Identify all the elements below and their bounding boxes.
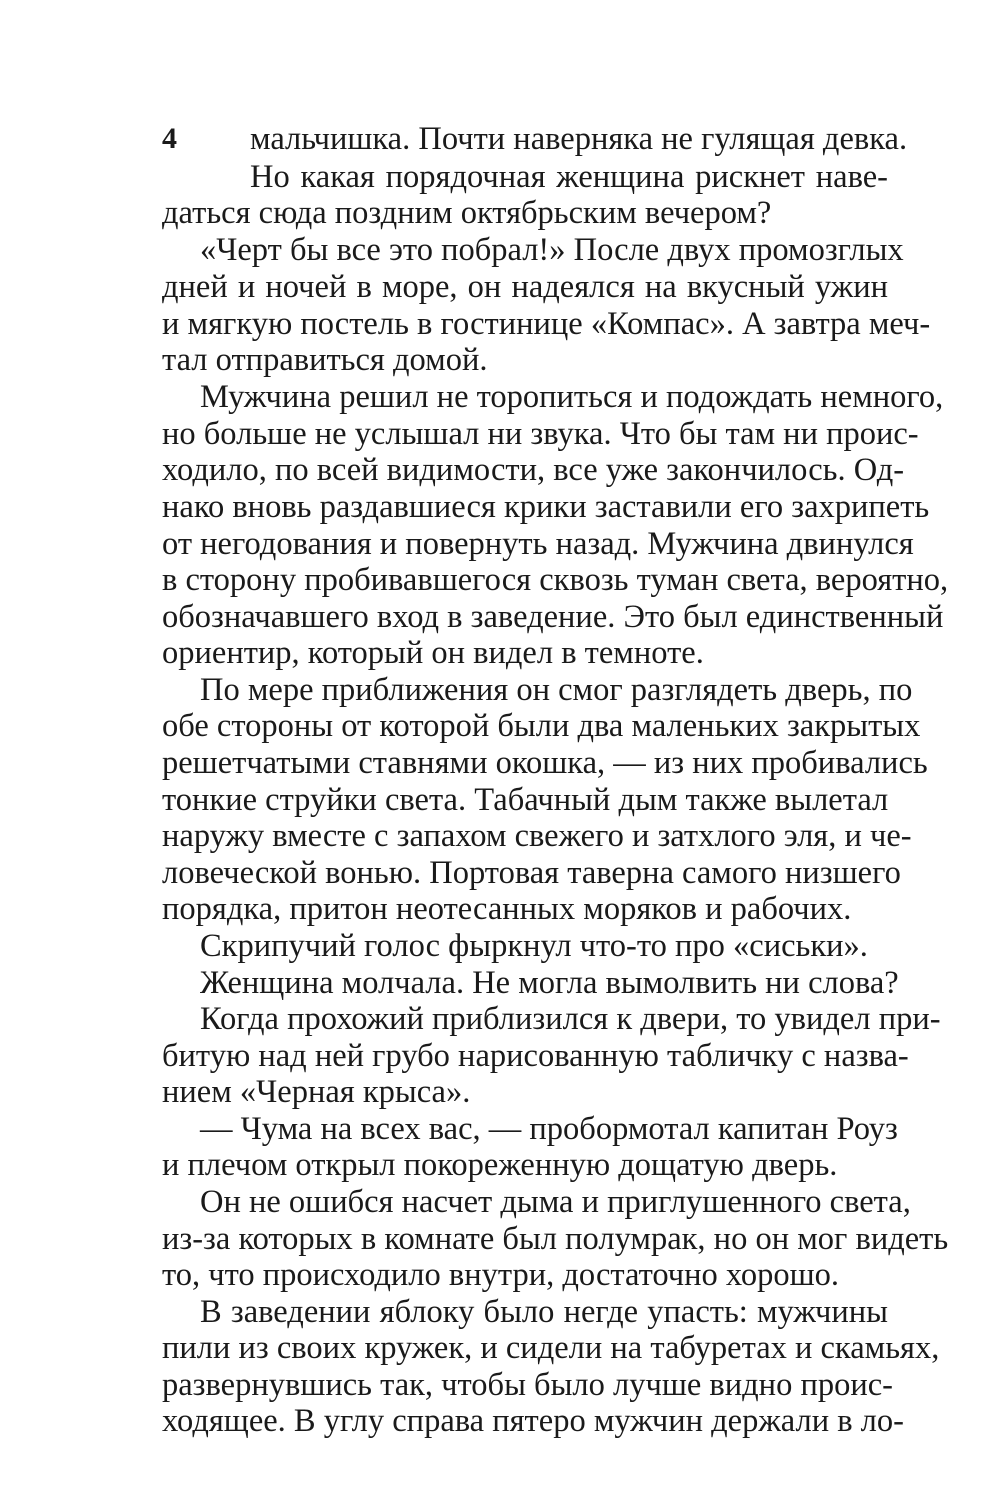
text-line: даться сюда поздним октябрьским вечером? (162, 195, 772, 231)
text-line: тонкие струйки света. Табачный дым также вылетал (162, 782, 889, 818)
text-line: и мягкую постель в гостинице «Компас». А завтра меч- (162, 306, 931, 342)
text-line: По мере приближения он смог разглядеть дверь, по (200, 672, 913, 708)
text-line: наружу вместе с запахом свежего и затхлого эля, и че- (162, 818, 912, 854)
text-line: обозначавшего вход в заведение. Это был единственный (162, 599, 944, 635)
text-line: но больше не услышал ни звука. Что бы там ни проис- (162, 416, 919, 452)
text-line: и плечом открыл покореженную дощатую дверь. (162, 1147, 838, 1183)
text-line: из-за которых в комнате был полумрак, но он мог видеть (162, 1221, 949, 1257)
text-line: Женщина молчала. Не могла вымолвить ни слова? (200, 965, 899, 1001)
text-line: мальчишка. Почти наверняка не гулящая девка. (250, 121, 908, 157)
text-line: обе стороны от которой были два маленьких закрытых (162, 708, 921, 744)
text-line: В заведении яблоку было негде упасть: мужчины (200, 1294, 888, 1330)
text-line: Мужчина решил не торопиться и подождать немного, (200, 379, 944, 415)
text-line: — Чума на всех вас, — пробормотал капитан Роуз (200, 1111, 898, 1147)
text-line: битую над ней грубо нарисованную табличку с назва- (162, 1038, 909, 1074)
text-line: Но какая порядочная женщина рискнет наве- (250, 159, 888, 195)
text-line: ходящее. В углу справа пятеро мужчин держали в ло- (162, 1403, 904, 1439)
text-line: нако вновь раздавшиеся крики заставили его захрипеть (162, 489, 930, 525)
text-line: Когда прохожий приблизился к двери, то увидел при- (200, 1001, 941, 1037)
text-line: Скрипучий голос фыркнул что-то про «сиськи». (200, 928, 868, 964)
text-line: от негодования и повернуть назад. Мужчина двинулся (162, 526, 914, 562)
text-line: ориентир, который он видел в темноте. (162, 635, 704, 671)
text-line: дней и ночей в море, он надеялся на вкусный ужин (162, 269, 888, 305)
page-number: 4 (162, 122, 177, 155)
text-line: Он не ошибся насчет дыма и приглушенного света, (200, 1184, 911, 1220)
text-line: в сторону пробивавшегося сквозь туман света, вероятно, (162, 562, 949, 598)
text-line: нием «Черная крыса». (162, 1074, 471, 1110)
text-line: ловеческой вонью. Портовая таверна самого низшего (162, 855, 901, 891)
text-line: «Черт бы все это побрал!» После двух промозглых (200, 232, 904, 268)
text-line: развернувшись так, чтобы было лучше видно проис- (162, 1367, 893, 1403)
text-line: порядка, притон неотесанных моряков и рабочих. (162, 891, 852, 927)
text-line: то, что происходило внутри, достаточно хорошо. (162, 1257, 840, 1293)
text-line: тал отправиться домой. (162, 342, 488, 378)
text-line: ходило, по всей видимости, все уже закончилось. Од- (162, 452, 905, 488)
text-line: решетчатыми ставнями окошка, — из них пробивались (162, 745, 928, 781)
text-line: пили из своих кружек, и сидели на табуретах и скамьях, (162, 1330, 940, 1366)
